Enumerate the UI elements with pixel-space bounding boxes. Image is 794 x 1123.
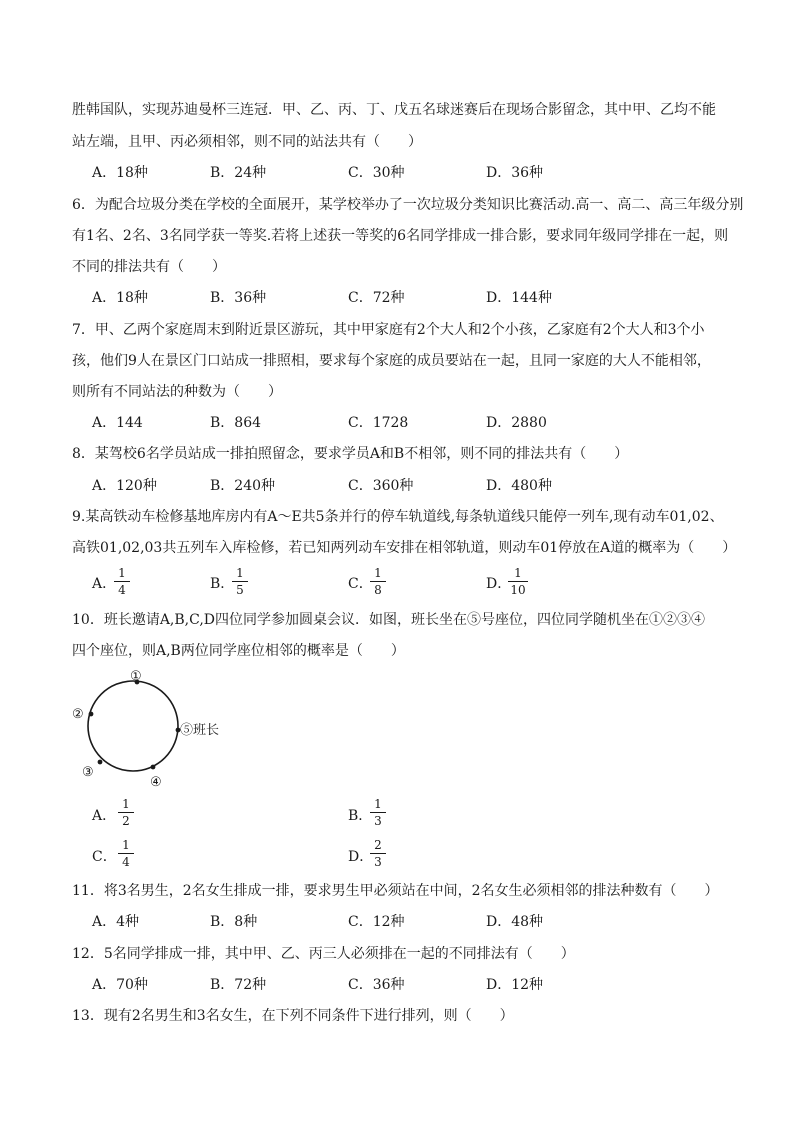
fraction-bar xyxy=(370,853,386,854)
round-table-figure xyxy=(70,665,240,790)
q10-option-c-fraction xyxy=(118,838,134,869)
fraction-bar xyxy=(370,812,386,813)
q6-line3: 不同的排法共有（ ） xyxy=(72,259,226,275)
q6-option-a: A．18种 xyxy=(92,290,148,306)
fraction-numerator: 1 xyxy=(514,566,522,580)
q9-line1: 9.某高铁动车检修基地库房内有A～E共5条并行的停车轨道线,每条轨道线只能停一列车,现有动车01,02、 xyxy=(72,509,724,525)
q5-option-a: A．18种 xyxy=(92,165,148,181)
fraction-numerator: 1 xyxy=(118,566,126,580)
q12-option-b: B．72种 xyxy=(210,977,267,993)
fraction-bar xyxy=(114,581,130,582)
q11-option-c: C．12种 xyxy=(348,914,405,930)
fraction-numerator: 2 xyxy=(374,838,382,852)
q13-line1: 13．现有2名男生和3名女生，在下列不同条件下进行排列，则（ ） xyxy=(72,1008,514,1024)
fraction-denominator: 2 xyxy=(122,814,130,828)
fraction-bar xyxy=(508,581,528,582)
q7-option-a: A．144 xyxy=(92,415,143,431)
q11-line1: 11．将3名男生，2名女生排成一排，要求男生甲必须站在中间，2名女生必须相邻的排法种数有（ ） xyxy=(72,883,719,899)
q10-line1: 10．班长邀请A,B,C,D四位同学参加圆桌会议．如图，班长坐在⑤号座位，四位同学随机坐在①②③④ xyxy=(72,612,705,628)
q12-option-d: D．12种 xyxy=(486,977,544,993)
fraction-denominator: 4 xyxy=(118,583,126,597)
fraction-bar xyxy=(118,853,134,854)
fraction-numerator: 1 xyxy=(122,838,130,852)
q10-option-b-fraction xyxy=(370,797,386,828)
q8-option-c: C．360种 xyxy=(348,478,414,494)
q6-option-b: B．36种 xyxy=(210,290,267,306)
q6-line1: 6．为配合垃圾分类在学校的全面展开，某学校举办了一次垃圾分类知识比赛活动.高一、高二、高三年级分别 xyxy=(72,197,744,213)
q6-option-d: D．144种 xyxy=(486,290,552,306)
q7-line1: 7．甲、乙两个家庭周末到附近景区游玩，其中甲家庭有2个大人和2个小孩，乙家庭有2个大人和3个小 xyxy=(72,322,705,338)
fraction-numerator: 1 xyxy=(236,566,244,580)
q8-option-d: D．480种 xyxy=(486,478,552,494)
q11-option-a: A．4种 xyxy=(92,914,140,930)
seat-2-label: ② xyxy=(72,707,84,722)
fraction-denominator: 3 xyxy=(374,814,382,828)
round-table-circle xyxy=(88,681,178,771)
fraction-denominator: 3 xyxy=(374,855,382,869)
q10-option-c-label: C． xyxy=(92,849,117,865)
q7-option-d: D．2880 xyxy=(486,415,547,431)
q5-option-c: C．30种 xyxy=(348,165,405,181)
q7-line2: 孩，他们9人在景区门口站成一排照相，要求每个家庭的成员要站在一起，且同一家庭的大人不能相邻， xyxy=(72,353,711,369)
fraction-bar xyxy=(118,812,134,813)
q7-option-c: C．1728 xyxy=(348,415,409,431)
q12-option-c: C．36种 xyxy=(348,977,405,993)
seat-1-label: ① xyxy=(130,669,142,684)
q5-line2: 站左端，且甲、丙必须相邻，则不同的站法共有（ ） xyxy=(72,134,422,150)
fraction-denominator: 5 xyxy=(236,583,244,597)
fraction-numerator: 1 xyxy=(122,797,130,811)
q9-option-b-label: B． xyxy=(210,576,235,592)
q7-line3: 则所有不同站法的种数为（ ） xyxy=(72,384,282,400)
q12-option-a: A．70种 xyxy=(92,977,148,993)
q11-option-d: D．48种 xyxy=(486,914,544,930)
q12-line1: 12．5名同学排成一排，其中甲、乙、丙三人必须排在一起的不同排法有（ ） xyxy=(72,946,575,962)
fraction-bar xyxy=(232,581,248,582)
seat-4-dot xyxy=(151,765,156,770)
q10-option-b-label: B． xyxy=(348,808,373,824)
q10-option-d-fraction xyxy=(370,838,386,869)
seat-3-label: ③ xyxy=(82,765,94,780)
seat-3-dot xyxy=(98,760,103,765)
fraction-denominator: 8 xyxy=(374,583,382,597)
q8-option-a: A．120种 xyxy=(92,478,157,494)
q10-option-a-fraction xyxy=(118,797,134,828)
q9-option-a-label: A． xyxy=(92,576,117,592)
fraction-numerator: 1 xyxy=(374,566,382,580)
q6-line2: 有1名、2名、3名同学获一等奖.若将上述获一等奖的6名同学排成一排合影，要求同年级同学排在一起，则 xyxy=(72,228,729,244)
q5-line1: 胜韩国队，实现苏迪曼杯三连冠．甲、乙、丙、丁、戊五名球迷赛后在现场合影留念，其中甲、乙均不能 xyxy=(72,102,716,118)
q5-option-d: D．36种 xyxy=(486,165,544,181)
q10-option-a-label: A． xyxy=(92,808,117,824)
fraction-bar xyxy=(370,581,386,582)
q7-option-b: B．864 xyxy=(210,415,262,431)
q9-option-a-fraction xyxy=(114,566,130,597)
q6-option-c: C．72种 xyxy=(348,290,405,306)
q8-option-b: B．240种 xyxy=(210,478,276,494)
q9-option-d-label: D． xyxy=(486,576,512,592)
q9-line2: 高铁01,02,03共五列车入库检修，若已知两列动车安排在相邻轨道，则动车01停放在A道的概率为（ ） xyxy=(72,540,737,556)
q10-option-d-label: D． xyxy=(348,849,374,865)
fraction-denominator: 4 xyxy=(122,855,130,869)
q10-line2: 四个座位，则A,B两位同学座位相邻的概率是（ ） xyxy=(72,643,405,659)
q9-option-c-label: C． xyxy=(348,576,373,592)
q8-line1: 8．某驾校6名学员站成一排拍照留念，要求学员A和B不相邻，则不同的排法共有（ ） xyxy=(72,446,629,462)
seat-5-label: ⑤班长 xyxy=(180,723,220,738)
fraction-denominator: 10 xyxy=(510,583,526,597)
q9-option-c-fraction xyxy=(370,566,386,597)
q5-option-b: B．24种 xyxy=(210,165,267,181)
q11-option-b: B．8种 xyxy=(210,914,258,930)
seat-4-label: ④ xyxy=(150,775,162,790)
q9-option-b-fraction xyxy=(232,566,248,597)
fraction-numerator: 1 xyxy=(374,797,382,811)
q9-option-d-fraction xyxy=(508,566,528,597)
seat-2-dot xyxy=(89,712,94,717)
